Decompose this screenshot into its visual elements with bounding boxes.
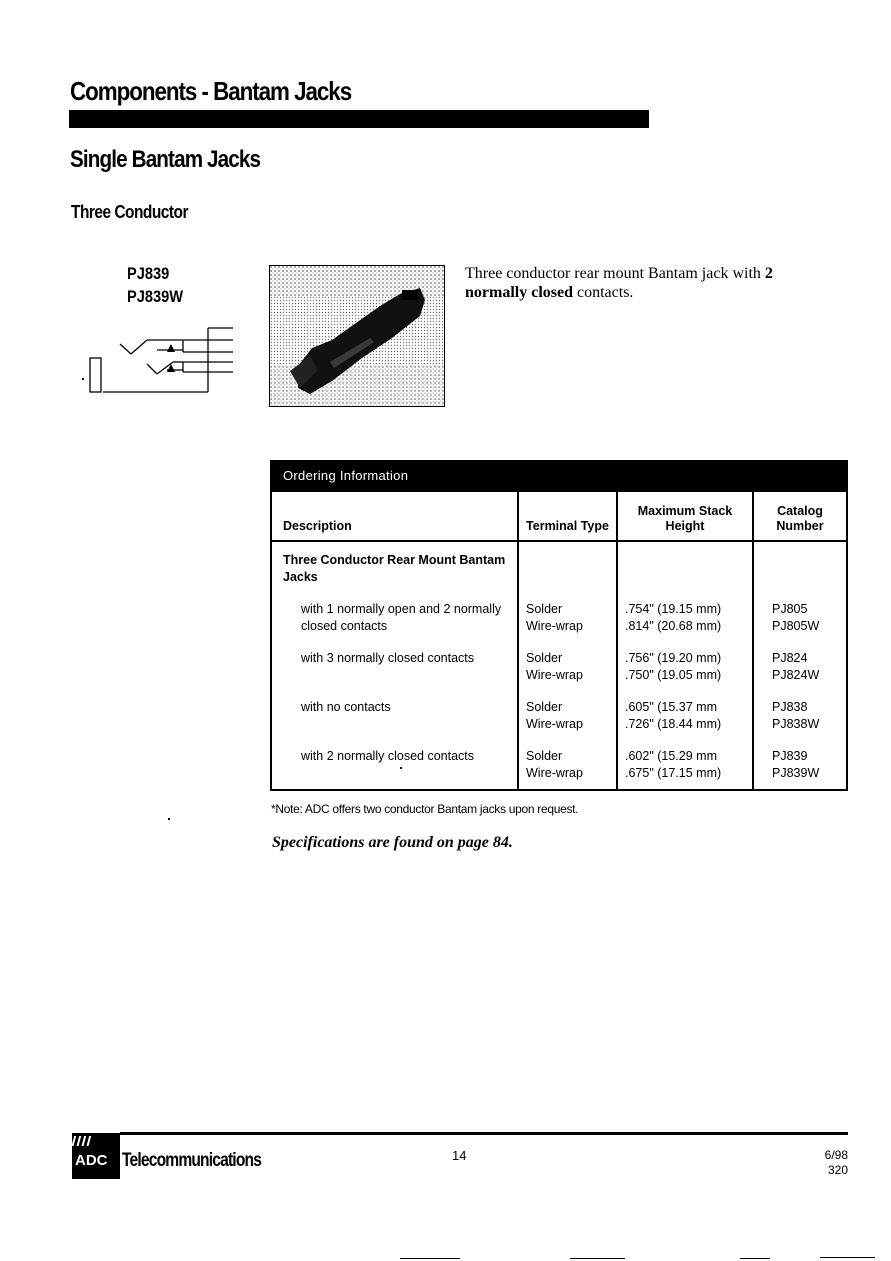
table-row (272, 635, 846, 684)
catalog-number: PJ838 (772, 700, 808, 714)
row-description: with 2 normally closed contacts (301, 749, 474, 763)
stack-height: .814" (20.68 mm) (625, 619, 722, 633)
terminal-type: Solder (526, 651, 563, 665)
catalog-number-cell (753, 733, 846, 789)
terminal-type: Wire-wrap (526, 668, 583, 682)
terminal-type-cell (518, 635, 617, 684)
catalog-number: PJ805W (772, 619, 820, 633)
column-header-terminal-type: Terminal Type (518, 492, 617, 541)
terminal-type: Solder (526, 749, 563, 763)
intro-text: Three conductor rear mount Bantam jack with (465, 265, 765, 282)
stack-height: .750" (19.05 mm) (625, 668, 722, 682)
table-row (272, 733, 846, 789)
scan-speck (400, 767, 402, 769)
publication-date: 6/98 (824, 1148, 848, 1162)
model-number: PJ839W (127, 287, 184, 306)
stack-height-cell (617, 635, 753, 684)
scan-artifact (570, 1258, 625, 1259)
terminal-type: Wire-wrap (526, 619, 583, 633)
table-row (272, 684, 846, 733)
scan-artifact (820, 1257, 875, 1258)
table-group-row (272, 541, 846, 586)
scan-artifact (400, 1258, 460, 1259)
stack-height-cell (617, 586, 753, 635)
stack-height-cell (617, 733, 753, 789)
product-subtitle: Three Conductor (71, 202, 188, 222)
catalog-number-cell (753, 684, 846, 733)
intro-bold-text: 2 normally closed (465, 265, 773, 301)
stack-height: .756" (19.20 mm) (625, 651, 722, 665)
stack-height: .754" (19.15 mm) (625, 602, 722, 616)
bantam-jack-photo (269, 265, 445, 407)
catalog-number: PJ805 (772, 602, 808, 616)
stack-height: .602" (15.29 mm (625, 749, 717, 763)
scan-artifact (740, 1258, 770, 1259)
adc-logo (72, 1133, 120, 1179)
document-code: 320 (827, 1163, 848, 1177)
terminal-type-cell (518, 733, 617, 789)
catalog-number: PJ824 (772, 651, 808, 665)
ordering-table (272, 492, 846, 789)
column-header-description: Description (272, 492, 518, 541)
brand-name: Telecommunications (122, 1150, 262, 1171)
catalog-number-cell (753, 586, 846, 635)
footer-rule (120, 1132, 848, 1135)
product-title: Single Bantam Jacks (70, 146, 261, 173)
stack-height: .605" (15.37 mm (625, 700, 717, 714)
footnote: *Note: ADC offers two conductor Bantam jacks upon request. (271, 802, 579, 816)
title-rule (69, 110, 649, 128)
terminal-type: Wire-wrap (526, 717, 583, 731)
terminal-type-cell (518, 684, 617, 733)
jack-schematic-icon (75, 322, 237, 396)
row-description: with 1 normally open and 2 normally closed contacts (301, 602, 502, 633)
scan-speck (168, 818, 170, 820)
table-header-row (272, 492, 846, 541)
table-heading: Ordering Information (272, 462, 846, 492)
terminal-type: Wire-wrap (526, 766, 583, 780)
terminal-type: Solder (526, 700, 563, 714)
catalog-number-cell (753, 635, 846, 684)
table-row (272, 586, 846, 635)
terminal-type-cell (518, 586, 617, 635)
catalog-number: PJ839 (772, 749, 808, 763)
catalog-number: PJ824W (772, 668, 820, 682)
product-description (465, 264, 825, 302)
column-header-catalog-number: Catalog Number (753, 492, 846, 541)
model-number: PJ839 (127, 264, 170, 283)
ordering-information-table (270, 460, 848, 791)
page-number: 14 (452, 1148, 467, 1163)
logo-text: ADC (75, 1152, 108, 1169)
group-label: Three Conductor Rear Mount Bantam Jacks (283, 553, 506, 584)
section-title: Components - Bantam Jacks (70, 76, 352, 106)
terminal-type: Solder (526, 602, 563, 616)
catalog-number: PJ838W (772, 717, 820, 731)
column-header-stack-height: Maximum Stack Height (617, 492, 753, 541)
footer-info (800, 1148, 848, 1178)
stack-height: .675" (17.15 mm) (625, 766, 722, 780)
catalog-number: PJ839W (772, 766, 820, 780)
stack-height-cell (617, 684, 753, 733)
intro-text-end: contacts. (573, 284, 634, 301)
row-description: with no contacts (301, 700, 391, 714)
row-description: with 3 normally closed contacts (301, 651, 474, 665)
stack-height: .726" (18.44 mm) (625, 717, 722, 731)
specifications-reference: Specifications are found on page 84. (272, 834, 513, 851)
